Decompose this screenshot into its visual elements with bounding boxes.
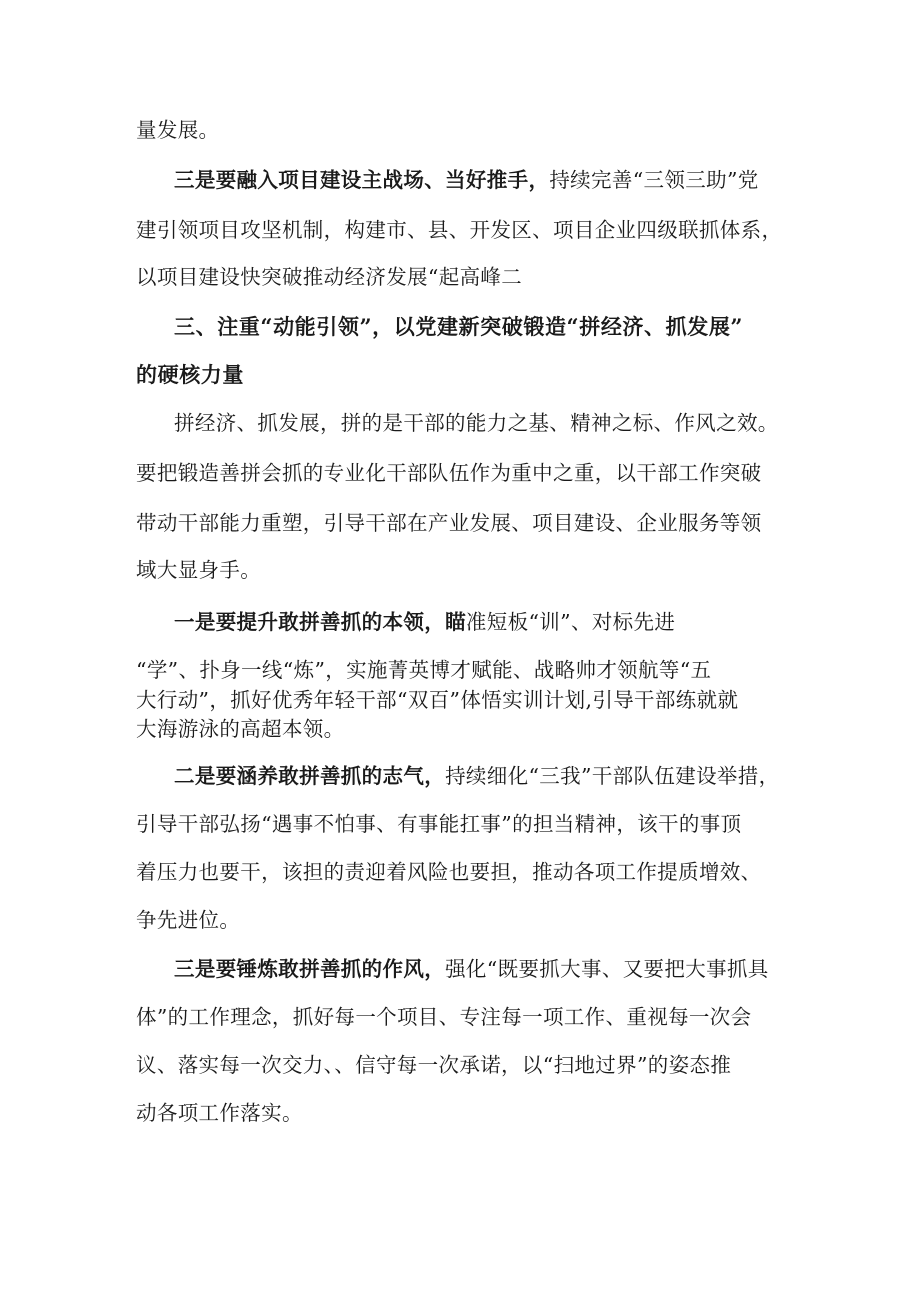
line-text: 持续完善“三领三助”党 <box>549 168 759 192</box>
section-heading: 三、注重“动能引领”，以党建新突破锻造“拼经济、抓发展” <box>174 314 744 339</box>
paragraph-line: 量发展。 <box>136 118 220 142</box>
paragraph-line: 引导干部弘扬“遇事不怕事、有事能扛事”的担当精神，该干的事顶 <box>136 812 742 836</box>
paragraph-line: 拼经济、抓发展，拼的是干部的能力之基、精神之标、作风之效。 <box>174 411 779 435</box>
paragraph-line: 建引领项目攻坚机制，构建市、县、开发区、项目企业四级联抓体系， <box>136 218 783 242</box>
line-text: 持续细化“三我”干部队伍建设举措， <box>445 764 780 788</box>
paragraph-line <box>174 955 796 983</box>
paragraph-line: 动各项工作落实。 <box>136 1101 303 1125</box>
lead-phrase: 三是要融入项目建设主战场、当好推手， <box>174 168 550 192</box>
paragraph-line: “学”、扑身一线“炼”，实施菁英博才赋能、战略帅才领航等“五 <box>136 658 712 682</box>
lead-phrase: 三是要锤炼敢拼善抓的作风， <box>174 957 446 981</box>
line-text: 强化“既要抓大事、又要把大事抓具 <box>445 957 769 981</box>
lead-phrase: 一是要提升敢拼善抓的本领， <box>174 610 446 634</box>
paragraph-line: 体”的工作理念，抓好每一个项目、专注每一项工作、重视每一次会 <box>136 1005 752 1029</box>
section-heading: 的硬核力量 <box>136 362 244 387</box>
paragraph-line: 大海游泳的高超本领。 <box>136 717 345 741</box>
paragraph-line: 要把锻造善拼会抓的专业化干部队伍作为重中之重，以干部工作突破 <box>136 461 762 485</box>
lead-phrase: 瞄 <box>445 610 466 634</box>
paragraph-line: 域大显身手。 <box>136 558 262 582</box>
paragraph-line: 大行动”，抓好优秀年轻干部“双百”体悟实训计划,引导干部练就就 <box>136 688 739 712</box>
paragraph-line: 着压力也要干，该担的责迎着风险也要担，推动各项工作提质增效、 <box>136 860 762 884</box>
lead-phrase: 二是要涵养敢拼善抓的志气， <box>174 764 446 788</box>
paragraph-line: 议、落实每一次交力、、信守每一次承诺，以“扫地过界”的姿态推 <box>136 1053 732 1077</box>
paragraph-line <box>174 608 796 636</box>
paragraph-line <box>174 166 796 194</box>
paragraph-line: 带动干部能力重塑，引导干部在产业发展、项目建设、企业服务等领 <box>136 511 762 535</box>
paragraph-line: 以项目建设快突破推动经济发展“起高峰二 <box>136 265 523 289</box>
line-text: 准短板“训”、对标先进 <box>465 610 676 634</box>
paragraph-line <box>174 762 796 790</box>
paragraph-line: 争先进位。 <box>136 908 241 932</box>
